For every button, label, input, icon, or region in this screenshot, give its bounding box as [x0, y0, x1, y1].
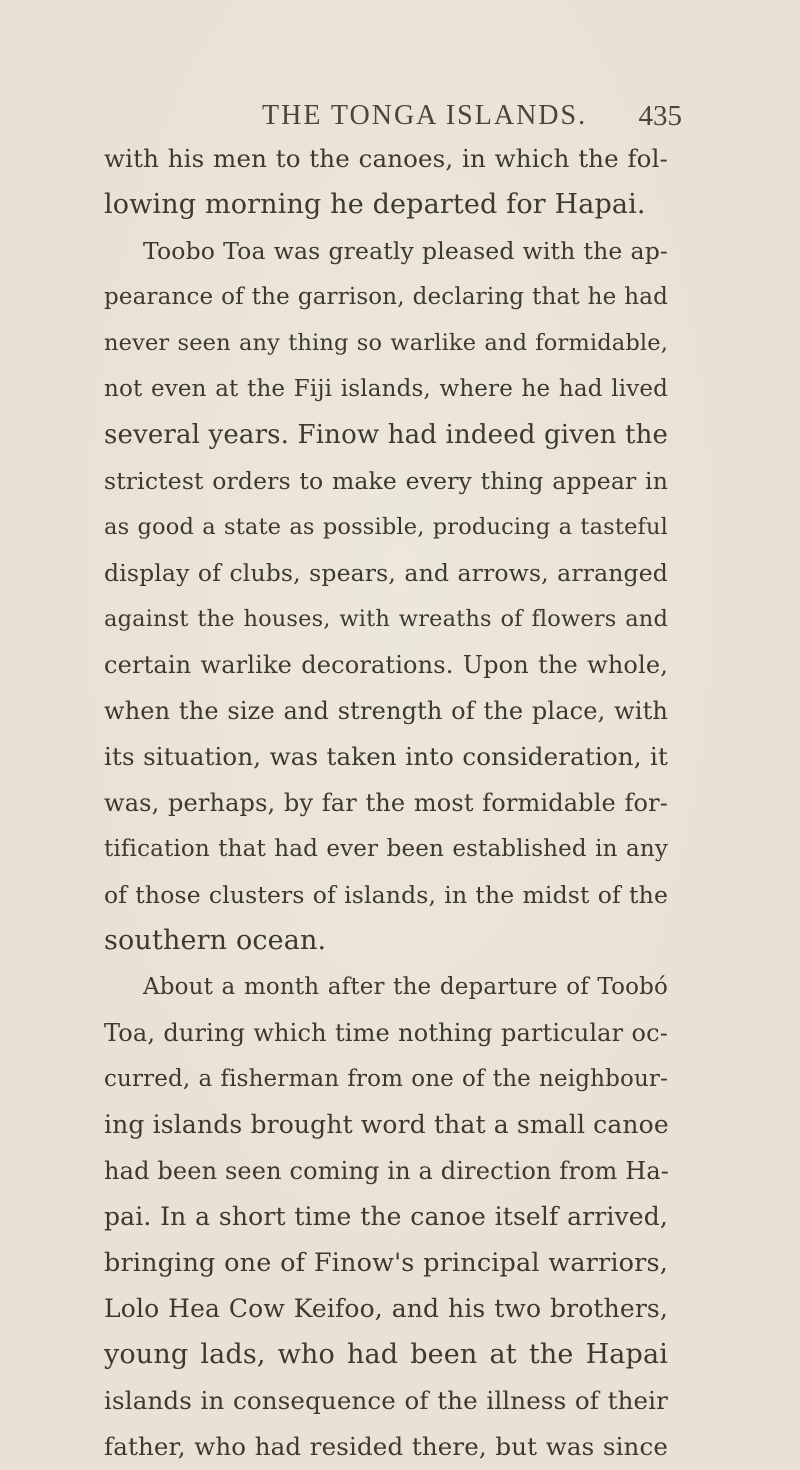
text-line: had been seen coming in a direction from Ha-: [104, 1157, 670, 1185]
text-line: Lolo Hea Cow Keifoo, and his two brothers,: [104, 1294, 668, 1323]
text-line: Toobo Toa was greatly pleased with the ap-: [143, 237, 668, 265]
text-line: southern ocean.: [104, 925, 327, 956]
text-line: of those clusters of islands, in the midst of the: [104, 881, 668, 909]
text-line: never seen any thing so warlike and formidable,: [104, 330, 668, 356]
text-line: lowing morning he departed for Hapai.: [104, 189, 646, 220]
text-line: against the houses, with wreaths of flowers and: [104, 606, 668, 632]
text-line: display of clubs, spears, and arrows, arranged: [104, 559, 668, 587]
text-line: was, perhaps, by far the most formidable for-: [104, 789, 668, 817]
text-line: certain warlike decorations. Upon the whole,: [104, 651, 668, 679]
running-title: THE TONGA ISLANDS.: [262, 100, 588, 131]
text-line: curred, a fisherman from one of the neighbour-: [104, 1066, 668, 1092]
text-line: strictest orders to make every thing appear in: [104, 467, 668, 495]
text-line: islands in consequence of the illness of their: [104, 1386, 668, 1415]
text-line: Toa, during which time nothing particular oc-: [104, 1019, 668, 1047]
text-line: bringing one of Finow's principal warriors,: [104, 1248, 668, 1278]
text-line: as good a state as possible, producing a tasteful: [104, 514, 668, 540]
text-line: ing islands brought word that a small canoe: [104, 1110, 669, 1139]
text-line: its situation, was taken into consideration, it: [104, 742, 668, 771]
text-line: not even at the Fiji islands, where he had lived: [104, 376, 668, 402]
text-line: young lads, who had been at the Hapai: [104, 1339, 668, 1370]
text-line: several years. Finow had indeed given the: [104, 420, 668, 450]
text-line: tification that had ever been established in any: [104, 836, 668, 862]
text-line: pearance of the garrison, declaring that he had: [104, 284, 668, 310]
page-number: 435: [638, 100, 682, 132]
text-line: About a month after the departure of Toobó: [143, 974, 668, 1000]
running-header: [0, 92, 800, 142]
text-line: pai. In a short time the canoe itself arrived,: [104, 1202, 668, 1231]
text-line: with his men to the canoes, in which the fol-: [104, 144, 668, 173]
text-line: when the size and strength of the place, with: [104, 697, 668, 725]
text-line: father, who had resided there, but was since: [104, 1432, 668, 1461]
